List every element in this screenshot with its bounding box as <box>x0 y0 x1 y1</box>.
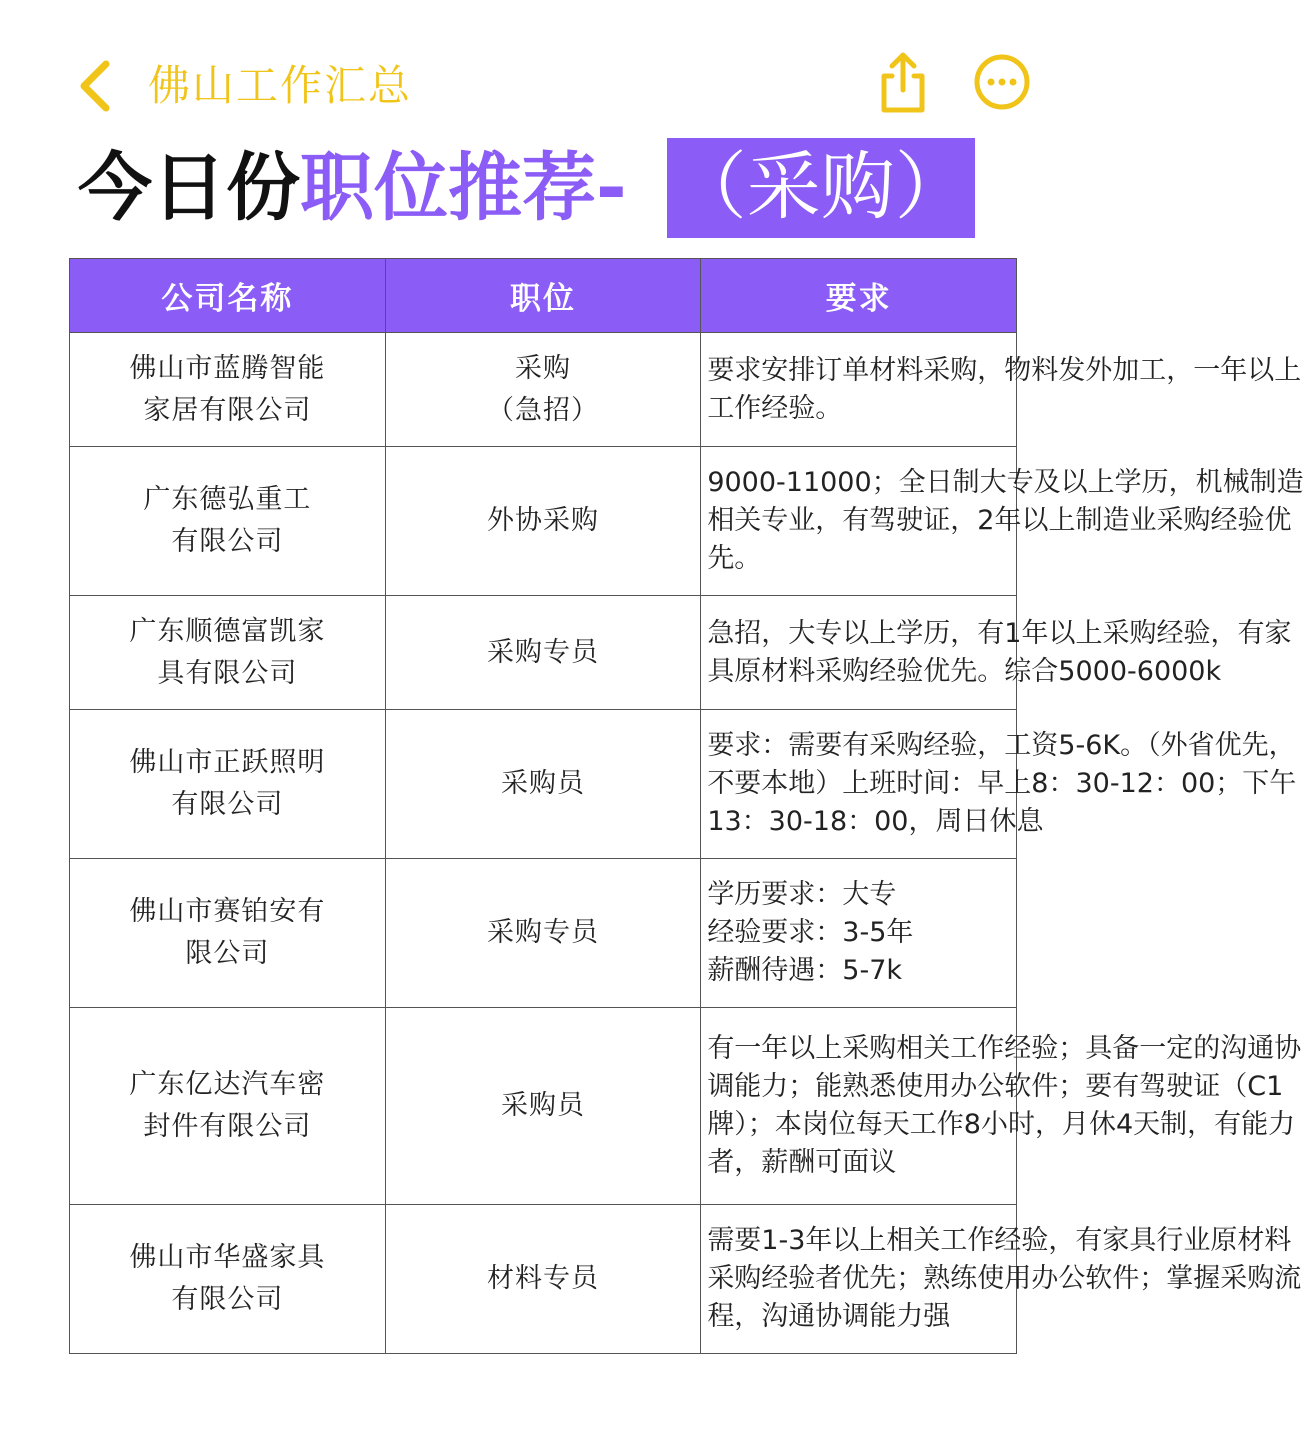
position-cell <box>385 1205 701 1354</box>
company-line: 佛山市华盛家具 <box>129 1242 326 1273</box>
company-line: 限公司 <box>185 938 270 969</box>
company-line: 有限公司 <box>171 789 284 820</box>
requirements-cell <box>701 1008 1302 1205</box>
company-line: 有限公司 <box>171 1284 284 1315</box>
company-line: 广东德弘重工 <box>143 484 312 515</box>
nav-bar <box>0 40 1080 130</box>
table-row <box>70 710 1017 859</box>
share-button[interactable] <box>874 50 932 116</box>
position-line: 材料专员 <box>486 1263 599 1294</box>
table-row <box>70 596 1017 710</box>
requirement-line: 牌）；本岗位每天工作8小时，月休4天制，有能力 <box>707 1109 1296 1140</box>
job-table <box>69 258 1304 1354</box>
header-requirements: 要求 <box>701 259 1017 333</box>
headline-prefix: 今日份 <box>78 145 300 231</box>
requirements-cell <box>701 710 1297 859</box>
requirements-cell <box>701 859 1017 1008</box>
requirement-line: 者，薪酬可面议 <box>707 1147 897 1178</box>
company-line: 广东顺德富凯家 <box>129 615 326 647</box>
company-cell <box>70 1205 386 1354</box>
position-line: 采购专员 <box>486 636 599 668</box>
requirements-cell <box>701 596 1292 710</box>
company-cell <box>70 710 386 859</box>
company-cell <box>70 333 386 447</box>
requirement-line: 程，沟通协调能力强 <box>707 1301 951 1332</box>
requirement-line: 具原材料采购经验优先。综合5000-6000k <box>707 655 1222 687</box>
company-line: 家居有限公司 <box>143 394 312 426</box>
requirement-line: 调能力；能熟悉使用办公软件；要有驾驶证（C1 <box>707 1071 1284 1102</box>
table-row <box>70 1205 1017 1354</box>
back-button[interactable] <box>72 60 122 112</box>
headline-highlight: 职位推荐- <box>300 145 627 231</box>
company-cell <box>70 1008 386 1205</box>
company-line: 广东亿达汽车密 <box>129 1069 326 1100</box>
requirement-line: 需要1-3年以上相关工作经验，有家具行业原材料 <box>707 1225 1292 1256</box>
requirement-line: 采购经验者优先；熟练使用办公软件；掌握采购流 <box>707 1263 1302 1294</box>
table-header-row <box>70 259 1017 333</box>
chevron-left-icon <box>72 60 122 112</box>
header-position: 职位 <box>385 259 701 333</box>
company-line: 具有限公司 <box>157 657 298 689</box>
position-line: 采购员 <box>500 768 585 799</box>
position-line: 采购 <box>514 352 571 384</box>
company-line: 佛山市蓝腾智能 <box>129 352 326 384</box>
more-button[interactable] <box>972 52 1032 112</box>
company-line: 佛山市赛铂安有 <box>129 896 326 927</box>
requirement-line: 9000-11000；全日制大专及以上学历，机械制造 <box>707 467 1304 498</box>
company-cell <box>70 447 386 596</box>
requirement-line: 先。 <box>707 543 762 574</box>
company-line: 有限公司 <box>171 526 284 557</box>
position-line: 采购专员 <box>486 917 599 948</box>
position-cell <box>385 1008 701 1205</box>
position-line: （急招） <box>486 394 599 426</box>
requirement-line: 13：30-18：00，周日休息 <box>707 806 1044 837</box>
headline <box>78 138 975 238</box>
requirements-cell <box>701 1205 1302 1354</box>
share-icon <box>874 50 932 116</box>
requirement-line: 工作经验。 <box>707 392 843 424</box>
position-cell <box>385 333 701 447</box>
requirement-line: 学历要求：大专 <box>707 879 897 910</box>
requirement-line: 急招，大专以上学历，有1年以上采购经验，有家 <box>707 617 1292 649</box>
company-line: 封件有限公司 <box>143 1111 312 1142</box>
position-cell <box>385 596 701 710</box>
header-company: 公司名称 <box>70 259 386 333</box>
headline-category-badge: （采购） <box>667 138 975 238</box>
requirements-cell <box>701 447 1304 596</box>
table-row <box>70 447 1017 596</box>
company-cell <box>70 859 386 1008</box>
nav-title: 佛山工作汇总 <box>148 61 413 110</box>
requirement-line: 要求：需要有采购经验，工资5-6K。（外省优先， <box>707 730 1296 761</box>
position-cell <box>385 859 701 1008</box>
company-cell <box>70 596 386 710</box>
company-line: 佛山市正跃照明 <box>129 747 326 778</box>
position-line: 外协采购 <box>486 505 599 536</box>
requirement-line: 经验要求：3-5年 <box>707 917 914 948</box>
requirement-line: 相关专业，有驾驶证，2年以上制造业采购经验优 <box>707 505 1292 536</box>
table-row <box>70 859 1017 1008</box>
position-line: 采购员 <box>500 1090 585 1121</box>
position-cell <box>385 447 701 596</box>
requirement-line: 有一年以上采购相关工作经验；具备一定的沟通协 <box>707 1033 1302 1064</box>
table-row <box>70 333 1017 447</box>
more-icon <box>972 52 1032 112</box>
requirement-line: 不要本地）上班时间：早上8：30-12：00；下午 <box>707 768 1297 799</box>
position-cell <box>385 710 701 859</box>
requirements-cell <box>701 333 1302 447</box>
requirement-line: 薪酬待遇：5-7k <box>707 955 903 986</box>
requirement-line: 要求安排订单材料采购，物料发外加工，一年以上 <box>707 354 1302 386</box>
table-row <box>70 1008 1017 1205</box>
